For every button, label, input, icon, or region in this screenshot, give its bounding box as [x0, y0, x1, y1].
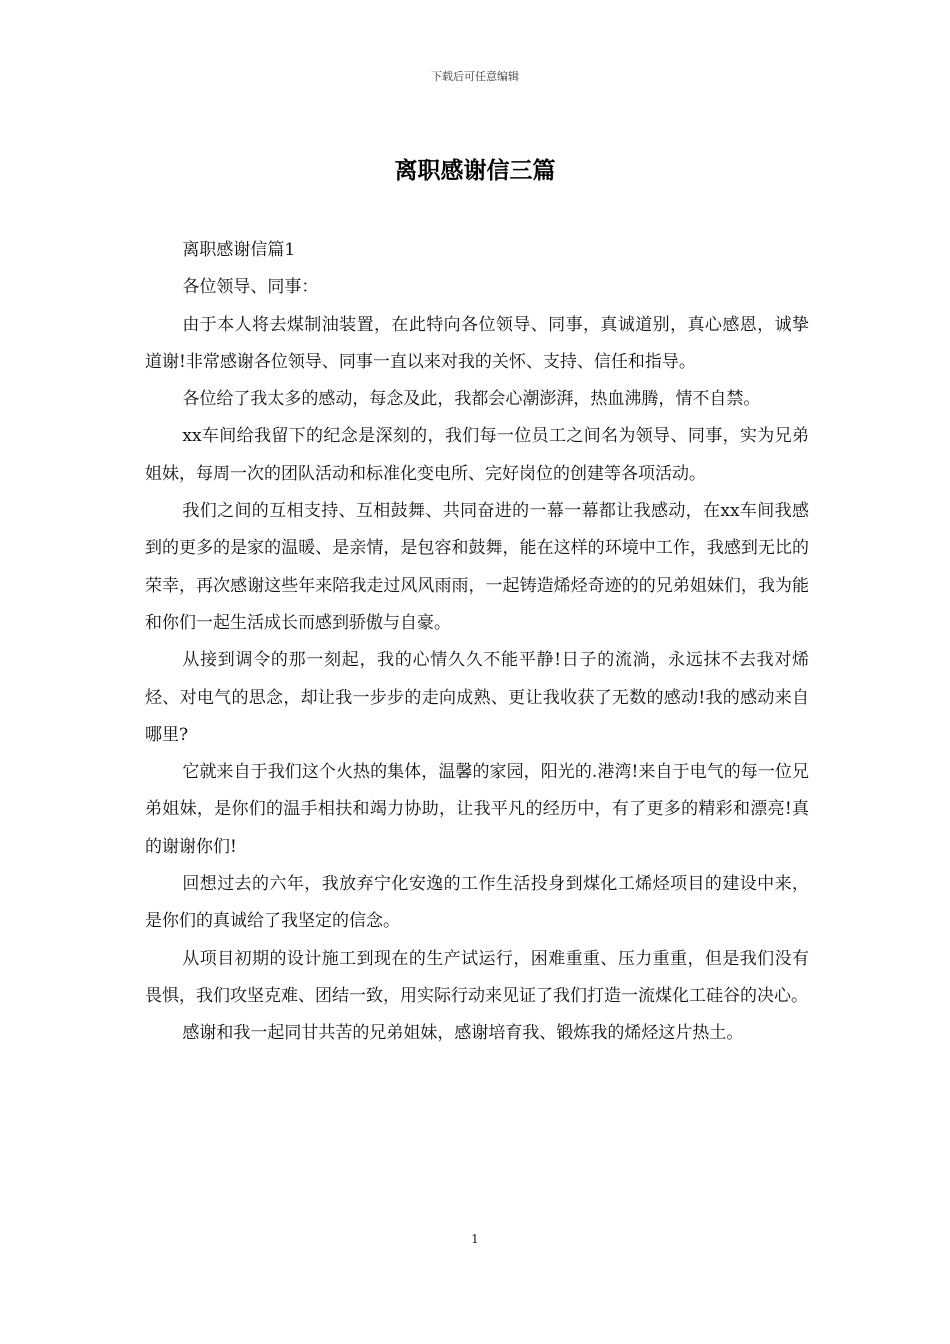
paragraph: 各位给了我太多的感动，每念及此，我都会心潮澎湃，热血沸腾，情不自禁。 [182, 389, 761, 410]
document-title: 离职感谢信三篇 [394, 157, 556, 184]
page-number: 1 [471, 1232, 479, 1246]
paragraph: 由于本人将去煤制油装置，在此特向各位领导、同事，真诚道别，真心感恩，诚挚道谢!非常感谢各位领导、同事一直以来对我的关怀、支持、信任和指导。 [145, 314, 809, 372]
page-header-note: 下载后可任意编辑 [431, 70, 519, 83]
paragraph: 感谢和我一起同甘共苦的兄弟姐妹，感谢培育我、锻炼我的烯烃这片热土。 [182, 1023, 744, 1044]
paragraph: 从接到调令的那一刻起，我的心情久久不能平静!日子的流淌，永远抹不去我对烯烃、对电气的思念，却让我一步步的走向成熟、更让我收获了无数的感动!我的感动来自哪里? [145, 650, 809, 745]
section-heading: 离职感谢信篇1 [182, 240, 296, 260]
paragraph: 从项目初期的设计施工到现在的生产试运行，困难重重、压力重重，但是我们没有畏惧，我们攻坚克难、团结一致，用实际行动来见证了我们打造一流煤化工硅谷的决心。 [145, 948, 809, 1006]
document-body [145, 232, 809, 1053]
paragraph: 我们之间的互相支持、互相鼓舞、共同奋进的一幕一幕都让我感动，在xx车间我感到的更多的是家的温暖、是亲情，是包容和鼓舞，能在这样的环境中工作，我感到无比的荣幸，再次感谢这些年来陪我走过风风雨雨，一起铸造烯烃奇迹的的兄弟姐妹们，我为能和你们一起生活成长而感到骄傲与自豪。 [145, 501, 809, 633]
paragraph: 它就来自于我们这个火热的集体，温馨的家园，阳光的.港湾!来自于电气的每一位兄弟姐妹，是你们的温手相扶和竭力协助，让我平凡的经历中，有了更多的精彩和漂亮!真的谢谢你们! [145, 762, 809, 857]
salutation: 各位领导、同事： [182, 277, 319, 298]
paragraph: xx车间给我留下的纪念是深刻的，我们每一位员工之间名为领导、同事，实为兄弟姐妹，每周一次的团队活动和标准化变电所、完好岗位的创建等各项活动。 [145, 426, 809, 484]
paragraph: 回想过去的六年，我放弃宁化安逸的工作生活投身到煤化工烯烃项目的建设中来，是你们的真诚给了我坚定的信念。 [145, 874, 809, 932]
